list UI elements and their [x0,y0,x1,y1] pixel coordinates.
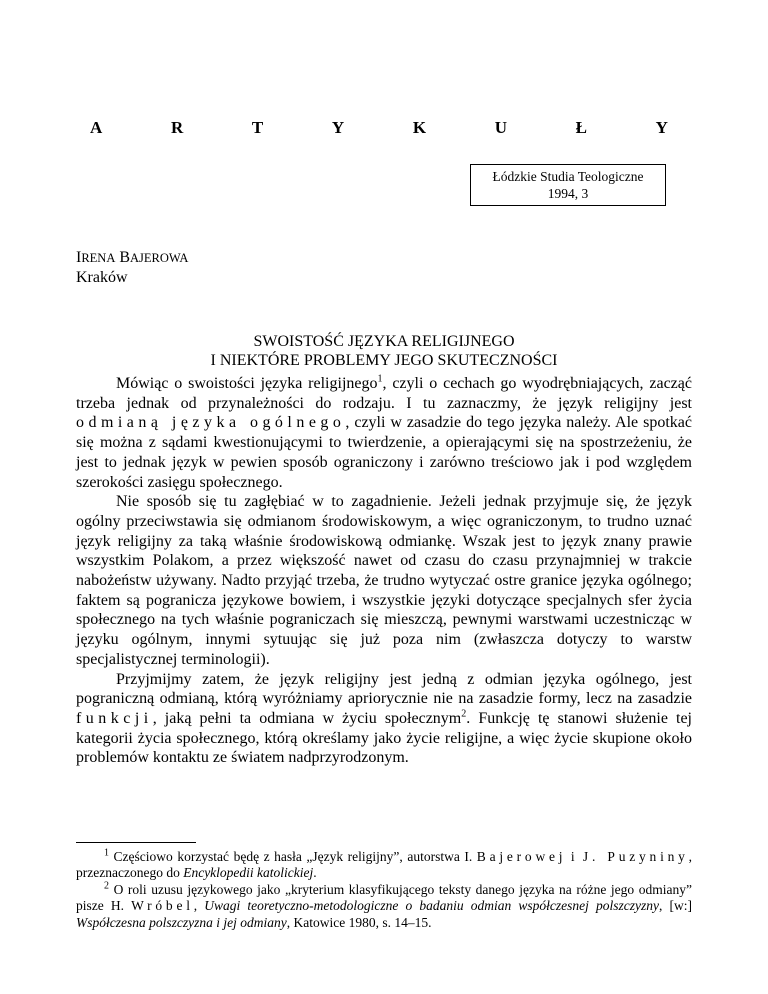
title-line-1: SWOISTOŚĆ JĘZYKA RELIGIJNEGO [253,333,515,350]
heading-letter: K [412,118,427,137]
footnote-divider [76,842,196,843]
spaced-emphasis: odmianą języka ogólnego [76,414,346,432]
title-line-2: I NIEKTÓRE PROBLEMY JEGO SKUTECZNOŚCI [210,352,558,369]
article-title [76,332,692,370]
footnote-ref: 2 [461,708,467,720]
heading-letter: U [494,118,507,137]
author-last-name: BAJEROWA [119,249,189,266]
footnote-2: $^2$ O roli uzusu językowego jako „kryterium klasyfikującego teksty danego języka na różne jego odmiany” pisze H. Wróbel, Uwagi teoretyczno-metodologiczne o badaniu odmian współczesnej polszczyzny, [w:] Współczesna polszczyzna i jej odmiany, Katowice 1980, s. 14–15. [76,880,693,930]
journal-name: Łódzkie Studia Teologiczne [492,169,644,184]
author-first-name: IRENA [76,249,116,266]
heading-letter: Ł [575,118,587,137]
paragraph: Nie sposób się tu zagłębiać w to zagadnienie. Jeżeli jednak przyjmuje się, że język ogólny przeciwstawia się odmianom środowiskowym, a więc ograniczonym, to trudno uznać język religijny za taką właśnie środowiskową odmiankę. Wszak jest to język znany prawie wszystkim Polakom, a przez większość nawet od czasu do czasu przynajmniej w trakcie nabożeństw używany. Nadto przyjąć trzeba, że trudno wytyczać ostre granice języka ogólnego; faktem są pogranicza językowe bowiem, i wszystkie języki dotyczące specjalnych sfer życia społecznego na tych właśnie pograniczach się mieszczą, pewnymi warstwami uczestnicząc w języku ogólnym, innymi sytuując się już poza nim (zwłaszcza dotyczy to warstw specjalistycznej terminologii). [76,493,692,668]
author-block [76,248,188,288]
footnote-1: $^1$ Częściowo korzystać będę z hasła „Język religijny”, autorstwa I. Bajerowej i J. Puzyniny, przeznaczonego do Encyklopedii katolickiej. [76,847,693,881]
author-city: Kraków [76,269,128,286]
heading-letter: R [170,118,184,137]
paragraph: Przyjmijmy zatem, że język religijny jest jedną z odmian języka ogólnego, jest pograniczną odmianą, którą wyróżniamy apriorycznie nie na zasadzie formy, lecz na zasadzie funkcji, jaką pełni ta odmiana w życiu społecznym$^2$. Funkcję tę stanowi służenie tej kategorii życia społecznego, którą określamy jako życie religijne, a więc życie skupione około problemów kontaktu ze światem nadprzyrodzonym. [76,670,692,767]
journal-issue: 1994, 3 [547,186,589,201]
heading-letter: A [90,118,103,137]
heading-letter: T [251,118,264,137]
author-name [76,248,188,268]
paragraph: Mówiąc o swoistości języka religijnego$^1$, czyli o cechach go wyodrębniających, zacząć trzeba jednak od przynależności do rodzaju. I tu zaznaczmy, że język religijny jest odmianą języka ogólnego, czyli w zasadzie do tego języka należy. Ale spotkać się można z sądami kwestionującymi to twierdzenie, a opierającymi się na spostrzeżeniu, że jest to jednak język w pewien sposób ograniczony i zarówno treściowo jak i pod względem szerokości zasięgu społecznego. [76,373,692,491]
journal-info-box [470,164,666,206]
heading-letter: Y [331,118,345,137]
footnotes [76,849,692,931]
spaced-emphasis: funkcji [76,709,153,727]
footnote-ref: 1 [377,373,383,385]
article-body [76,374,692,768]
section-heading-artykuly [90,118,668,138]
heading-letter: Y [655,118,668,137]
